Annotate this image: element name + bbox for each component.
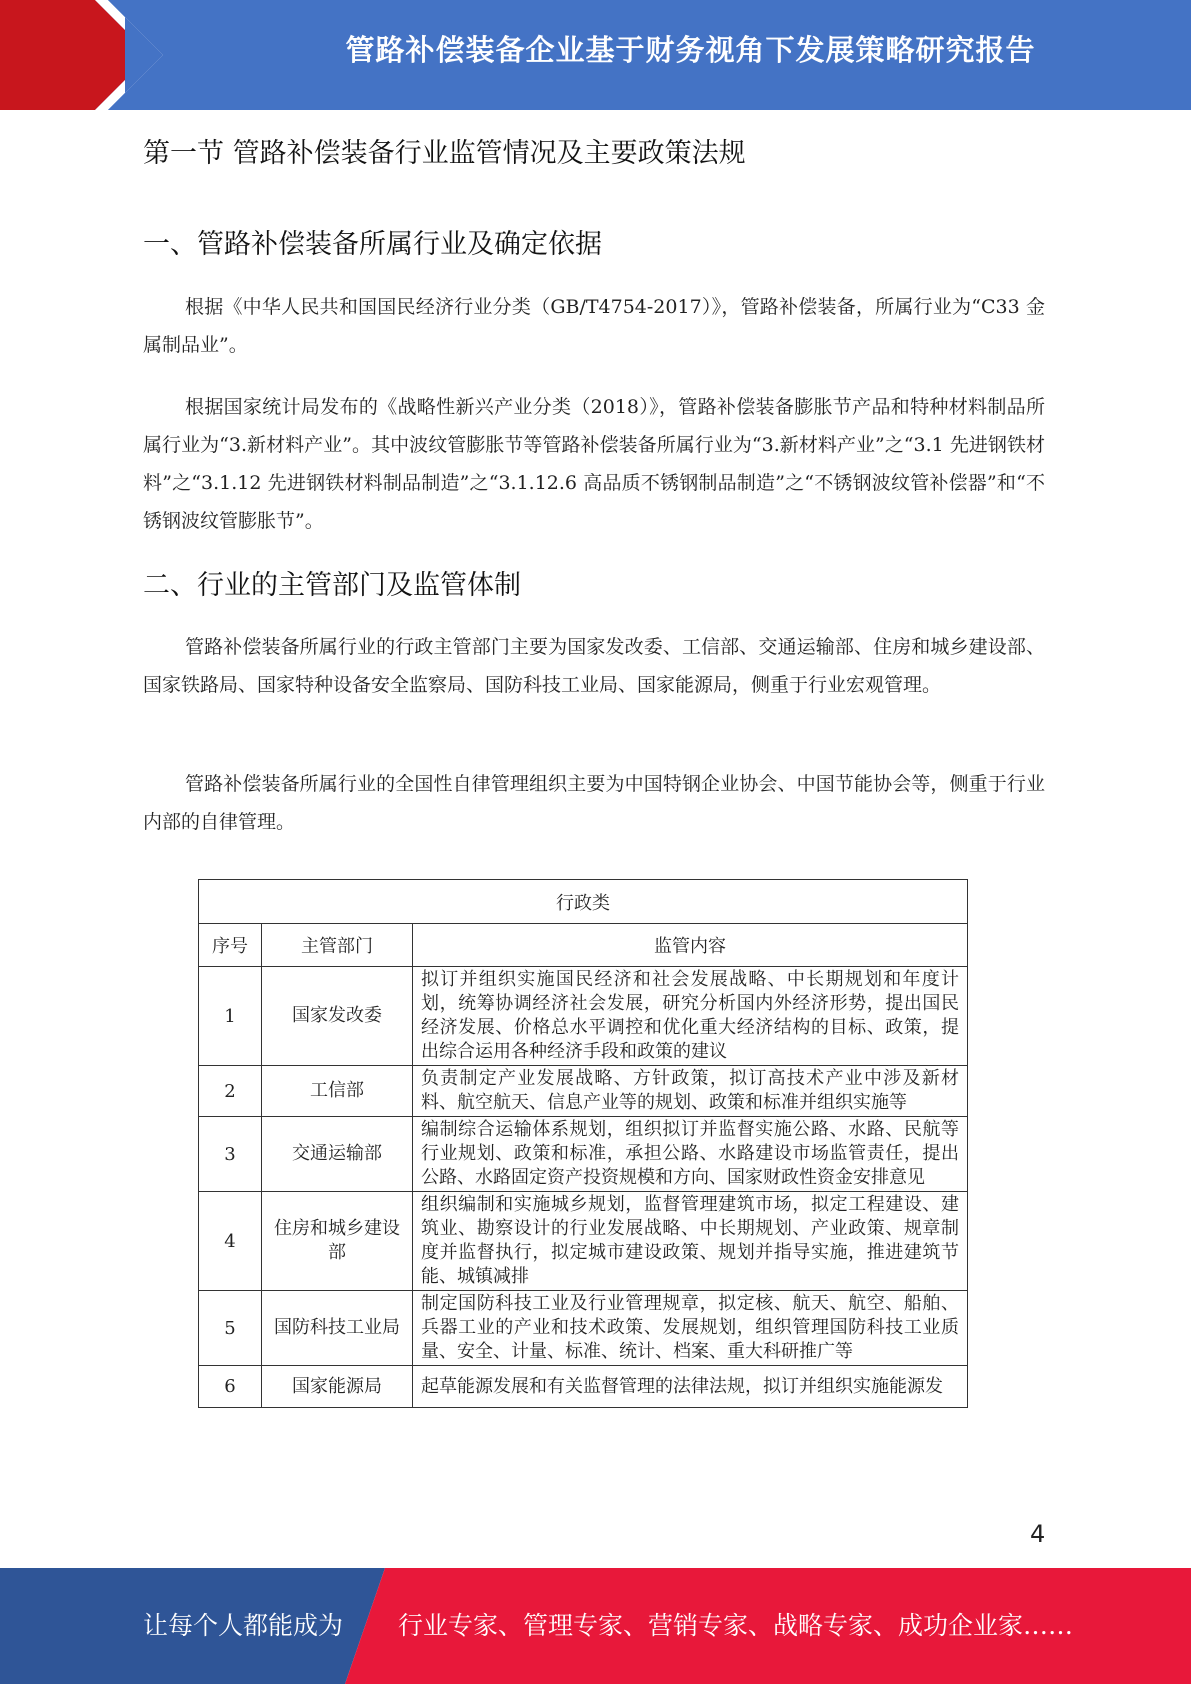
- heading-industry-basis: 一、管路补偿装备所属行业及确定依据: [143, 229, 602, 260]
- row-content: 制定国防科技工业及行业管理规章，拟定核、航天、航空、船舶、兵器工业的产业和技术政策、发展规划，组织管理国防科技工业质量、安全、计量、标准、统计、档案、重大科研推广等: [413, 1291, 968, 1366]
- paragraph-strategic-industry: 根据国家统计局发布的《战略性新兴产业分类（2018）》，管路补偿装备膨胀节产品和特种材料制品所属行业为“3.新材料产业”。其中波纹管膨胀节等管路补偿装备所属行业为“3.新材料产业”之“3.1 先进钢铁材料”之“3.1.12 先进钢铁材料制品制造”之“3.1.12.6 高品质不锈钢制品制造”之“不锈钢波纹管补偿器”和“不锈钢波纹管膨胀节”。: [143, 396, 1045, 532]
- paragraph-administrative-departments: 管路补偿装备所属行业的行政主管部门主要为国家发改委、工信部、交通运输部、住房和城乡建设部、国家铁路局、国家特种设备安全监察局、国防科技工业局、国家能源局，侧重于行业宏观管理。: [143, 636, 1045, 696]
- row-number: 5: [199, 1291, 262, 1366]
- row-number: 4: [199, 1192, 262, 1291]
- table-header-number: 序号: [199, 924, 262, 967]
- section-title: 第一节 管路补偿装备行业监管情况及主要政策法规: [143, 138, 746, 169]
- row-content: 起草能源发展和有关监督管理的法律法规，拟订并组织实施能源发: [413, 1366, 968, 1408]
- footer-slogan-right: 行业专家、管理专家、营销专家、战略专家、成功企业家……: [398, 1611, 1074, 1640]
- table-row: [199, 1366, 968, 1408]
- row-department: 国家能源局: [262, 1366, 413, 1408]
- row-number: 1: [199, 967, 262, 1066]
- table-row: [199, 1291, 968, 1366]
- row-department: 工信部: [262, 1066, 413, 1117]
- footer-banner: [0, 1568, 1191, 1684]
- page-number: 4: [1030, 1520, 1046, 1548]
- regulatory-table: [198, 879, 968, 1408]
- heading-regulatory-system: 二、行业的主管部门及监管体制: [143, 570, 521, 601]
- row-department: 住房和城乡建设部: [262, 1192, 413, 1291]
- table-header-department: 主管部门: [262, 924, 413, 967]
- row-department: 国防科技工业局: [262, 1291, 413, 1366]
- paragraph-industry-classification: 根据《中华人民共和国国民经济行业分类（GB/T4754-2017）》，管路补偿装备，所属行业为“C33 金属制品业”。: [143, 296, 1045, 356]
- table-row: [199, 1066, 968, 1117]
- table-row: [199, 1117, 968, 1192]
- row-department: 交通运输部: [262, 1117, 413, 1192]
- row-department: 国家发改委: [262, 967, 413, 1066]
- report-title: 管路补偿装备企业基于财务视角下发展策略研究报告: [345, 33, 1036, 67]
- table-row: [199, 1192, 968, 1291]
- table-header-content: 监管内容: [413, 924, 968, 967]
- row-number: 6: [199, 1366, 262, 1408]
- row-content: 拟订并组织实施国民经济和社会发展战略、中长期规划和年度计划，统筹协调经济社会发展，研究分析国内外经济形势，提出国民经济发展、价格总水平调控和优化重大经济结构的目标、政策，提出综合运用各种经济手段和政策的建议: [413, 967, 968, 1066]
- paragraph-self-regulatory-organizations: 管路补偿装备所属行业的全国性自律管理组织主要为中国特钢企业协会、中国节能协会等，侧重于行业内部的自律管理。: [143, 773, 1045, 833]
- row-number: 3: [199, 1117, 262, 1192]
- row-content: 负责制定产业发展战略、方针政策，拟订高技术产业中涉及新材料、航空航天、信息产业等的规划、政策和标准并组织实施等: [413, 1066, 968, 1117]
- table-caption: 行政类: [199, 880, 968, 924]
- row-content: 组织编制和实施城乡规划，监督管理建筑市场，拟定工程建设、建筑业、勘察设计的行业发展战略、中长期规划、产业政策、规章制度并监督执行，拟定城市建设政策、规划并指导实施，推进建筑节能、城镇减排: [413, 1192, 968, 1291]
- footer-slogan-left: 让每个人都能成为: [143, 1611, 344, 1640]
- row-content: 编制综合运输体系规划，组织拟订并监督实施公路、水路、民航等行业规划、政策和标准，承担公路、水路建设市场监管责任，提出公路、水路固定资产投资规模和方向、国家财政性资金安排意见: [413, 1117, 968, 1192]
- table-row: [199, 967, 968, 1066]
- row-number: 2: [199, 1066, 262, 1117]
- header-banner: [0, 0, 1191, 110]
